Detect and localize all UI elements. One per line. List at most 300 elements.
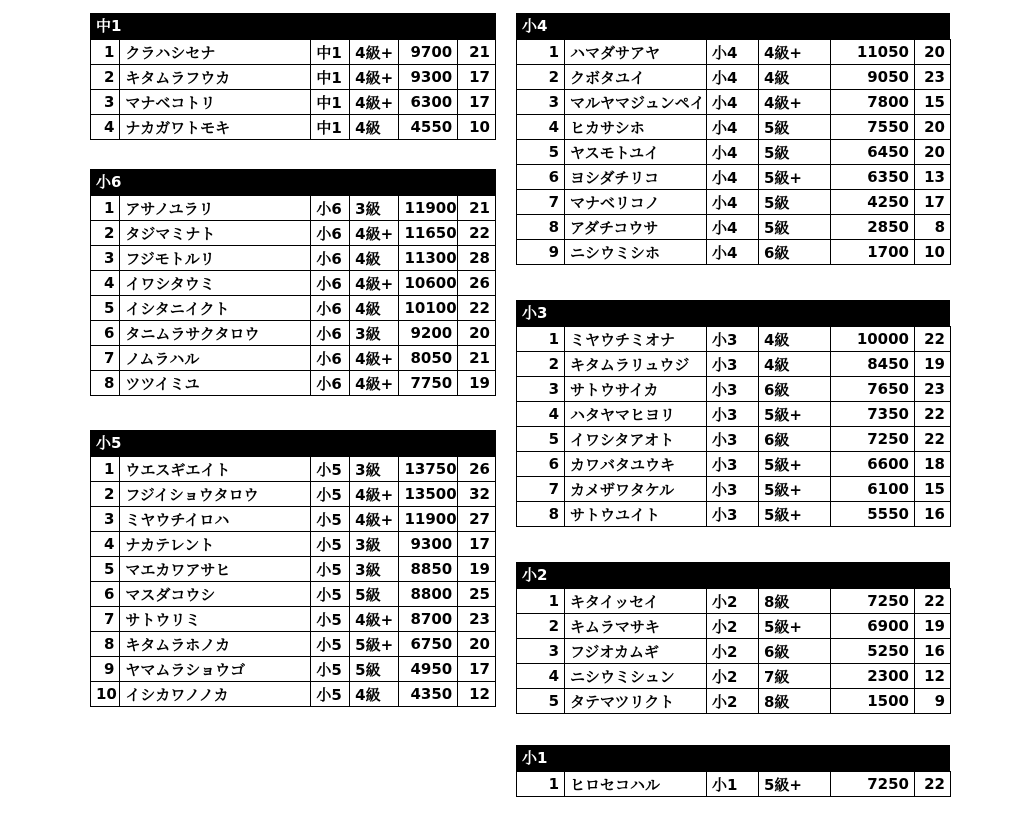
grade-cell: 小1 (707, 772, 759, 797)
name-cell: マナベリコノ (565, 190, 707, 215)
table-row (517, 215, 951, 240)
grade-cell: 中1 (311, 115, 350, 140)
rank-cell: 7 (517, 190, 565, 215)
level-cell: 4級 (350, 246, 399, 271)
name-cell: ウエスギエイト (120, 457, 311, 482)
rank-cell: 6 (91, 321, 120, 346)
level-cell: 3級 (350, 532, 399, 557)
grade-cell: 中1 (311, 65, 350, 90)
name-cell: ツツイミユ (120, 371, 311, 396)
score-cell: 1500 (831, 689, 915, 714)
count-cell: 9 (915, 689, 951, 714)
score-cell: 8700 (399, 607, 458, 632)
name-cell: タテマツリクト (565, 689, 707, 714)
table-row (91, 657, 496, 682)
count-cell: 20 (458, 632, 496, 657)
table-row (91, 196, 496, 221)
grade-cell: 小5 (311, 457, 350, 482)
level-cell: 5級+ (350, 632, 399, 657)
grade-cell: 小4 (707, 190, 759, 215)
score-cell: 2850 (831, 215, 915, 240)
rank-cell: 5 (91, 557, 120, 582)
score-cell: 7250 (831, 589, 915, 614)
level-cell: 4級 (759, 327, 831, 352)
rank-cell: 9 (517, 240, 565, 265)
name-cell: イワシタウミ (120, 271, 311, 296)
name-cell: イワシタアオト (565, 427, 707, 452)
level-cell: 4級+ (350, 221, 399, 246)
name-cell: イシタニイクト (120, 296, 311, 321)
level-cell: 4級 (350, 296, 399, 321)
level-cell: 4級+ (350, 90, 399, 115)
score-cell: 11900 (399, 507, 458, 532)
rank-cell: 10 (91, 682, 120, 707)
count-cell: 18 (915, 452, 951, 477)
grade-cell: 小6 (311, 196, 350, 221)
score-cell: 5550 (831, 502, 915, 527)
name-cell: キムラマサキ (565, 614, 707, 639)
table-row (517, 452, 951, 477)
rank-cell: 8 (91, 632, 120, 657)
grade-cell: 小6 (311, 296, 350, 321)
count-cell: 19 (458, 371, 496, 396)
score-cell: 7250 (831, 772, 915, 797)
count-cell: 12 (458, 682, 496, 707)
level-cell: 4級+ (350, 65, 399, 90)
name-cell: マルヤマジュンペイ (565, 90, 707, 115)
rank-cell: 1 (517, 40, 565, 65)
level-cell: 4級 (350, 682, 399, 707)
count-cell: 22 (915, 327, 951, 352)
table-row (91, 457, 496, 482)
table-row (517, 165, 951, 190)
score-cell: 6450 (831, 140, 915, 165)
grade-cell: 小4 (707, 215, 759, 240)
name-cell: ミヤウチミオナ (565, 327, 707, 352)
count-cell: 15 (915, 477, 951, 502)
level-cell: 4級+ (350, 271, 399, 296)
level-cell: 5級+ (759, 452, 831, 477)
name-cell: ヒロセコハル (565, 772, 707, 797)
table-row (517, 589, 951, 614)
score-cell: 4350 (399, 682, 458, 707)
table-row (517, 352, 951, 377)
score-cell: 11900 (399, 196, 458, 221)
count-cell: 22 (458, 221, 496, 246)
rank-cell: 7 (91, 346, 120, 371)
rank-cell: 2 (517, 352, 565, 377)
count-cell: 19 (458, 557, 496, 582)
table-row (91, 582, 496, 607)
name-cell: ヤスモトユイ (565, 140, 707, 165)
table-row (91, 557, 496, 582)
table-row (91, 507, 496, 532)
count-cell: 20 (915, 140, 951, 165)
score-cell: 10000 (831, 327, 915, 352)
count-cell: 19 (915, 614, 951, 639)
name-cell: クボタユイ (565, 65, 707, 90)
level-cell: 8級 (759, 689, 831, 714)
rank-cell: 8 (517, 215, 565, 240)
name-cell: ハタヤマヒヨリ (565, 402, 707, 427)
name-cell: ニシウミシホ (565, 240, 707, 265)
name-cell: ナカテレント (120, 532, 311, 557)
count-cell: 26 (458, 457, 496, 482)
level-cell: 6級 (759, 427, 831, 452)
name-cell: アダチコウサ (565, 215, 707, 240)
name-cell: タニムラサクタロウ (120, 321, 311, 346)
count-cell: 22 (915, 402, 951, 427)
level-cell: 8級 (759, 589, 831, 614)
level-cell: 5級+ (759, 614, 831, 639)
table-row (91, 296, 496, 321)
grade-cell: 小5 (311, 657, 350, 682)
grade-cell: 小6 (311, 371, 350, 396)
table-row (517, 427, 951, 452)
table-row (91, 607, 496, 632)
rank-cell: 4 (517, 115, 565, 140)
grade-cell: 小2 (707, 639, 759, 664)
group-sho1 (516, 745, 950, 797)
score-cell: 4250 (831, 190, 915, 215)
rank-cell: 7 (91, 607, 120, 632)
grade-cell: 小2 (707, 689, 759, 714)
name-cell: イシカワノノカ (120, 682, 311, 707)
score-cell: 8800 (399, 582, 458, 607)
grade-cell: 小5 (311, 682, 350, 707)
score-cell: 7250 (831, 427, 915, 452)
score-cell: 2300 (831, 664, 915, 689)
table-row (91, 682, 496, 707)
name-cell: ハマダサアヤ (565, 40, 707, 65)
name-cell: フジモトルリ (120, 246, 311, 271)
group-sho3 (516, 300, 950, 527)
level-cell: 6級 (759, 240, 831, 265)
level-cell: 4級+ (350, 40, 399, 65)
group-title: 小5 (90, 430, 496, 456)
count-cell: 10 (458, 115, 496, 140)
score-cell: 11300 (399, 246, 458, 271)
name-cell: タジマミナト (120, 221, 311, 246)
table-row (91, 65, 496, 90)
count-cell: 16 (915, 639, 951, 664)
grade-cell: 小3 (707, 502, 759, 527)
name-cell: カワバタユウキ (565, 452, 707, 477)
count-cell: 25 (458, 582, 496, 607)
count-cell: 23 (915, 377, 951, 402)
count-cell: 21 (458, 196, 496, 221)
level-cell: 5級 (759, 140, 831, 165)
score-cell: 7650 (831, 377, 915, 402)
count-cell: 10 (915, 240, 951, 265)
rank-cell: 3 (517, 90, 565, 115)
score-cell: 8450 (831, 352, 915, 377)
level-cell: 3級 (350, 557, 399, 582)
score-cell: 6900 (831, 614, 915, 639)
rank-cell: 1 (91, 457, 120, 482)
rank-cell: 4 (517, 664, 565, 689)
name-cell: カメザワタケル (565, 477, 707, 502)
group-title: 中1 (90, 13, 496, 39)
count-cell: 22 (915, 427, 951, 452)
grade-cell: 小5 (311, 607, 350, 632)
count-cell: 21 (458, 346, 496, 371)
grade-cell: 小6 (311, 246, 350, 271)
level-cell: 3級 (350, 457, 399, 482)
score-cell: 9200 (399, 321, 458, 346)
table-row (91, 40, 496, 65)
rank-cell: 7 (517, 477, 565, 502)
group-chu1 (90, 13, 496, 140)
rank-cell: 2 (517, 65, 565, 90)
name-cell: ナカガワトモキ (120, 115, 311, 140)
name-cell: マスダコウシ (120, 582, 311, 607)
group-title: 小2 (516, 562, 950, 588)
rank-cell: 5 (91, 296, 120, 321)
grade-cell: 小4 (707, 140, 759, 165)
count-cell: 20 (458, 321, 496, 346)
table-row (517, 689, 951, 714)
table-row (517, 90, 951, 115)
group-sho5 (90, 430, 496, 707)
level-cell: 5級 (350, 657, 399, 682)
level-cell: 6級 (759, 377, 831, 402)
name-cell: フジオカムギ (565, 639, 707, 664)
count-cell: 12 (915, 664, 951, 689)
table-row (517, 115, 951, 140)
score-cell: 8050 (399, 346, 458, 371)
grade-cell: 小4 (707, 165, 759, 190)
score-cell: 13500 (399, 482, 458, 507)
grade-cell: 小6 (311, 346, 350, 371)
table-row (517, 502, 951, 527)
level-cell: 4級+ (350, 371, 399, 396)
count-cell: 17 (915, 190, 951, 215)
count-cell: 15 (915, 90, 951, 115)
score-cell: 6100 (831, 477, 915, 502)
level-cell: 4級+ (350, 482, 399, 507)
grade-cell: 小3 (707, 477, 759, 502)
grade-cell: 小5 (311, 557, 350, 582)
level-cell: 5級+ (759, 772, 831, 797)
ranking-table (90, 39, 496, 140)
count-cell: 32 (458, 482, 496, 507)
level-cell: 7級 (759, 664, 831, 689)
count-cell: 17 (458, 90, 496, 115)
name-cell: アサノユラリ (120, 196, 311, 221)
rank-cell: 8 (91, 371, 120, 396)
grade-cell: 小5 (311, 632, 350, 657)
level-cell: 4級 (759, 352, 831, 377)
count-cell: 8 (915, 215, 951, 240)
rank-cell: 4 (91, 115, 120, 140)
ranking-table (90, 456, 496, 707)
count-cell: 20 (915, 115, 951, 140)
rank-cell: 3 (517, 377, 565, 402)
name-cell: キタイッセイ (565, 589, 707, 614)
score-cell: 8850 (399, 557, 458, 582)
table-row (517, 40, 951, 65)
level-cell: 5級 (759, 115, 831, 140)
rank-cell: 4 (91, 532, 120, 557)
rank-cell: 3 (517, 639, 565, 664)
score-cell: 4550 (399, 115, 458, 140)
score-cell: 7350 (831, 402, 915, 427)
grade-cell: 小2 (707, 664, 759, 689)
name-cell: サトウユイト (565, 502, 707, 527)
rank-cell: 6 (517, 452, 565, 477)
score-cell: 9050 (831, 65, 915, 90)
grade-cell: 小5 (311, 507, 350, 532)
grade-cell: 中1 (311, 40, 350, 65)
count-cell: 17 (458, 657, 496, 682)
rank-cell: 1 (91, 196, 120, 221)
grade-cell: 中1 (311, 90, 350, 115)
count-cell: 22 (458, 296, 496, 321)
score-cell: 11650 (399, 221, 458, 246)
score-cell: 9700 (399, 40, 458, 65)
table-row (517, 614, 951, 639)
rank-cell: 5 (517, 689, 565, 714)
level-cell: 4級+ (350, 507, 399, 532)
group-title: 小4 (516, 13, 950, 39)
score-cell: 6300 (399, 90, 458, 115)
grade-cell: 小4 (707, 90, 759, 115)
level-cell: 4級+ (759, 40, 831, 65)
score-cell: 6750 (399, 632, 458, 657)
grade-cell: 小2 (707, 589, 759, 614)
grade-cell: 小3 (707, 427, 759, 452)
table-row (517, 664, 951, 689)
table-row (517, 140, 951, 165)
score-cell: 10100 (399, 296, 458, 321)
level-cell: 3級 (350, 321, 399, 346)
score-cell: 7550 (831, 115, 915, 140)
rank-cell: 6 (91, 582, 120, 607)
count-cell: 23 (915, 65, 951, 90)
table-row (517, 477, 951, 502)
score-cell: 1700 (831, 240, 915, 265)
name-cell: キタムラリュウジ (565, 352, 707, 377)
level-cell: 4級 (350, 115, 399, 140)
rank-cell: 5 (517, 140, 565, 165)
level-cell: 5級+ (759, 165, 831, 190)
table-row (517, 240, 951, 265)
score-cell: 11050 (831, 40, 915, 65)
group-sho2 (516, 562, 950, 714)
grade-cell: 小3 (707, 327, 759, 352)
name-cell: ミヤウチイロハ (120, 507, 311, 532)
grade-cell: 小6 (311, 321, 350, 346)
grade-cell: 小4 (707, 240, 759, 265)
level-cell: 5級+ (759, 477, 831, 502)
count-cell: 26 (458, 271, 496, 296)
score-cell: 7800 (831, 90, 915, 115)
table-row (517, 377, 951, 402)
score-cell: 13750 (399, 457, 458, 482)
level-cell: 5級+ (759, 402, 831, 427)
count-cell: 23 (458, 607, 496, 632)
grade-cell: 小2 (707, 614, 759, 639)
table-row (517, 402, 951, 427)
count-cell: 22 (915, 589, 951, 614)
table-row (91, 115, 496, 140)
count-cell: 13 (915, 165, 951, 190)
level-cell: 5級 (350, 582, 399, 607)
grade-cell: 小4 (707, 65, 759, 90)
grade-cell: 小3 (707, 452, 759, 477)
rank-cell: 9 (91, 657, 120, 682)
table-row (91, 271, 496, 296)
table-row (91, 246, 496, 271)
rank-cell: 6 (517, 165, 565, 190)
rank-cell: 4 (91, 271, 120, 296)
name-cell: マエカワアサヒ (120, 557, 311, 582)
rank-cell: 4 (517, 402, 565, 427)
name-cell: クラハシセナ (120, 40, 311, 65)
group-title: 小6 (90, 169, 496, 195)
rank-cell: 8 (517, 502, 565, 527)
table-row (91, 221, 496, 246)
table-row (91, 482, 496, 507)
count-cell: 28 (458, 246, 496, 271)
count-cell: 17 (458, 532, 496, 557)
rank-cell: 3 (91, 90, 120, 115)
rank-cell: 1 (517, 589, 565, 614)
count-cell: 27 (458, 507, 496, 532)
rank-cell: 2 (517, 614, 565, 639)
table-row (517, 65, 951, 90)
count-cell: 20 (915, 40, 951, 65)
grade-cell: 小5 (311, 532, 350, 557)
table-row (91, 346, 496, 371)
count-cell: 19 (915, 352, 951, 377)
score-cell: 7750 (399, 371, 458, 396)
level-cell: 4級+ (350, 346, 399, 371)
score-cell: 10600 (399, 271, 458, 296)
group-title: 小3 (516, 300, 950, 326)
group-title: 小1 (516, 745, 950, 771)
table-row (517, 327, 951, 352)
grade-cell: 小4 (707, 115, 759, 140)
rank-cell: 1 (91, 40, 120, 65)
grade-cell: 小5 (311, 582, 350, 607)
ranking-table (516, 588, 951, 714)
level-cell: 4級 (759, 65, 831, 90)
count-cell: 22 (915, 772, 951, 797)
name-cell: サトウリミ (120, 607, 311, 632)
name-cell: キタムラフウカ (120, 65, 311, 90)
ranking-table (516, 771, 951, 797)
name-cell: ニシウミシュン (565, 664, 707, 689)
ranking-table (90, 195, 496, 396)
table-row (91, 632, 496, 657)
name-cell: ヒカサシホ (565, 115, 707, 140)
rank-cell: 2 (91, 221, 120, 246)
name-cell: ノムラハル (120, 346, 311, 371)
table-row (91, 321, 496, 346)
name-cell: ヨシダチリコ (565, 165, 707, 190)
ranking-table (516, 326, 951, 527)
level-cell: 5級 (759, 190, 831, 215)
rank-cell: 3 (91, 507, 120, 532)
rank-cell: 1 (517, 327, 565, 352)
level-cell: 4級+ (759, 90, 831, 115)
grade-cell: 小3 (707, 352, 759, 377)
count-cell: 16 (915, 502, 951, 527)
table-row (91, 90, 496, 115)
rank-cell: 2 (91, 65, 120, 90)
